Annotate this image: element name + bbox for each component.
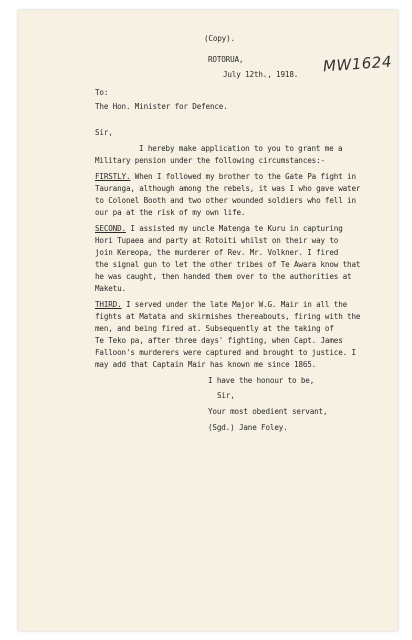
salutation: Sir, — [95, 128, 113, 137]
paragraph-1-line: to Colonel Booth and two other wounded soldiers who fell in — [95, 196, 356, 205]
paragraph-1-heading: FIRSTLY. — [95, 172, 131, 181]
paragraph-2-line: Maketu. — [95, 284, 126, 293]
recipient: The Hon. Minister for Defence. — [95, 102, 228, 111]
date: July 12th., 1918. — [223, 70, 299, 79]
paragraph-1-text: When I followed my brother to the Gate Pa fight in — [134, 172, 356, 181]
paragraph-3-line: fights at Matata and skirmishes thereabouts, firing with the — [95, 312, 361, 321]
paragraph-1-line: our pa at the risk of my own life. — [95, 208, 246, 217]
copy-label: (Copy). — [204, 34, 235, 43]
paragraph-2-line: he was caught, then handed them over to the authorities at — [95, 272, 352, 281]
signature: (Sgd.) Jane Foley. — [208, 423, 288, 432]
paragraph-3-text: I served under the late Major W.G. Mair in all the — [125, 300, 348, 309]
to-label: To: — [95, 88, 109, 97]
paragraph-2-heading: SECOND. — [95, 224, 126, 233]
paragraph-2-text: I assisted my uncle Matenga te Kuru in capturing — [130, 224, 343, 233]
paragraph-3-line: men, and being fired at. Subsequently at the taking of — [95, 324, 334, 333]
closing-sir: Sir, — [217, 391, 235, 400]
closing: I have the honour to be, — [208, 376, 315, 385]
handwritten-reference: MW1624 — [322, 52, 393, 76]
paragraph-3-line: Falloon's murderers were captured and brought to justice. I — [95, 348, 356, 357]
paragraph-1-first-line — [95, 172, 356, 181]
place: ROTORUA, — [208, 55, 244, 64]
paragraph-3-heading: THIRD. — [95, 300, 122, 309]
paragraph-3-line: Te Teko pa, after three days' fighting, when Capt. James — [95, 336, 343, 345]
letter-body — [18, 10, 398, 631]
closing-servant: Your most obedient servant, — [208, 407, 328, 416]
paragraph-3-line: may add that Captain Mair has known me since 1865. — [95, 360, 317, 369]
paragraph-2-line: join Kereopa, the murderer of Rev. Mr. Volkner. I fired — [95, 248, 339, 257]
intro-line: I hereby make application to you to grant me a — [139, 144, 343, 153]
paragraph-2-line: Hori Tupaea and party at Rotoiti whilst on their way to — [95, 236, 339, 245]
intro-line: Military pension under the following circumstances:- — [95, 156, 325, 165]
paragraph-1-line: Tauranga, although among the rebels, it was I who gave water — [95, 184, 361, 193]
paragraph-2-first-line — [95, 224, 343, 233]
document-page — [18, 10, 398, 631]
paragraph-2-line: the signal gun to let the other tribes of Te Awara know that — [95, 260, 361, 269]
paragraph-3-first-line — [95, 300, 347, 309]
